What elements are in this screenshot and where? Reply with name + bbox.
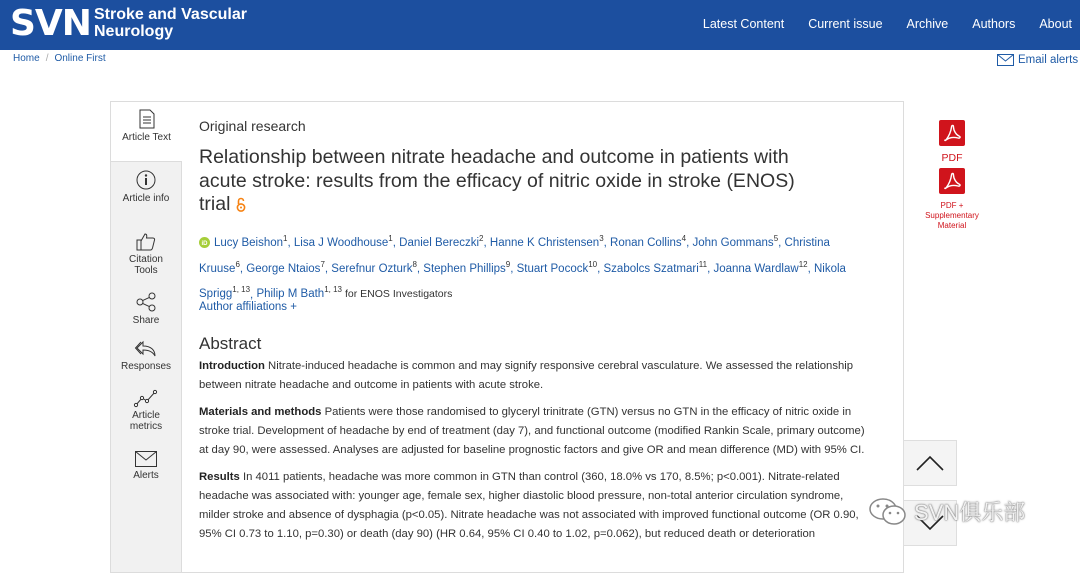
- tab-article-text[interactable]: [111, 102, 182, 162]
- logo-mark[interactable]: SVN: [10, 3, 91, 44]
- share-icon: [136, 292, 156, 312]
- wechat-icon: [868, 497, 908, 527]
- abstract-introduction: [199, 357, 871, 395]
- tab-label: Article info: [122, 193, 170, 204]
- breadcrumb-online-first[interactable]: Online First: [54, 53, 106, 64]
- author-affiliation-number: 12: [798, 259, 808, 269]
- author-name: Serefnur Ozturk: [331, 262, 413, 275]
- author-block: [199, 228, 871, 305]
- email-alerts-link[interactable]: [997, 54, 1078, 66]
- author-name: Hanne K Christensen: [489, 236, 600, 249]
- email-alerts-label: Email alerts: [1018, 54, 1079, 66]
- breadcrumb: [13, 53, 106, 64]
- author-name: Stephen Phillips: [423, 262, 506, 275]
- nav-archive[interactable]: Archive: [906, 17, 949, 31]
- article-title-text: Relationship between nitrate headache and outcome in patients with acute stroke: results from the efficacy of nitric oxide in stroke (ENOS) trial: [199, 146, 795, 215]
- reply-icon: [135, 340, 157, 358]
- tab-label: Article Text: [122, 132, 171, 143]
- watermark-text: SVN俱乐部: [914, 500, 1026, 525]
- breadcrumb-home[interactable]: Home: [13, 53, 40, 64]
- tab-label: Share: [132, 315, 160, 326]
- author-name: Daniel Bereczki: [399, 236, 480, 249]
- author-name: Christina Kruuse: [199, 236, 830, 275]
- author-affiliation-number: 10: [588, 259, 598, 269]
- pdf-supp-line: Supplementary: [925, 211, 979, 220]
- orcid-icon[interactable]: [199, 237, 210, 248]
- abstract-section-text: In 4011 patients, headache was more common in GTN than control (360, 18.0% vs 170, 8.5%; p<0.001). Nitrate-related headache was associated with: younger age, female sex, higher diastolic blood pressure, non-total anterior circulation syndrome, milder stroke and absence of dysphagia (p<0.05). Nitrate headache was not associated with improved functional outcome (OR 0.90, 95% CI 0.73 to 1.10, p=0.30) or death (day 90) (HR 0.64, 95% CI 0.40 to 1.02, p=0.062), but reduced death or deterioration: [199, 471, 859, 540]
- author-name: Nikola Sprigg: [199, 262, 846, 301]
- pdf-icon: [939, 120, 965, 146]
- abstract-section-label: Results: [199, 471, 240, 483]
- envelope-icon: [997, 54, 1014, 66]
- author-name: Szabolcs Szatmari: [603, 262, 699, 275]
- journal-name[interactable]: Stroke and Vascular Neurology: [94, 6, 247, 40]
- author-link[interactable]: [214, 234, 288, 249]
- author-link[interactable]: [516, 259, 598, 275]
- author-link[interactable]: [713, 259, 808, 275]
- scroll-up-button[interactable]: [903, 440, 957, 486]
- watermark: [868, 496, 1025, 527]
- pdf-supplementary-button[interactable]: [927, 168, 977, 231]
- abstract-results: [199, 468, 871, 544]
- pdf-supp-line: Material: [937, 221, 967, 230]
- tab-label: Citation Tools: [129, 254, 163, 276]
- nav-about[interactable]: About: [1039, 17, 1072, 31]
- tab-label: Alerts: [133, 470, 159, 481]
- tab-alerts[interactable]: [111, 451, 181, 481]
- author-name: Ronan Collins: [610, 236, 682, 249]
- tab-label: Article metrics: [129, 410, 163, 432]
- info-icon: [136, 170, 156, 190]
- abstract-body: [199, 357, 871, 552]
- main-nav: [703, 17, 1072, 31]
- svg-text:iD: iD: [201, 240, 208, 247]
- document-icon: [139, 109, 155, 129]
- author-group: for ENOS Investigators: [345, 288, 453, 301]
- tab-article-info[interactable]: [111, 170, 181, 204]
- pdf-button[interactable]: [927, 120, 977, 164]
- pdf-supp-line: PDF +: [940, 201, 964, 210]
- abstract-section-text: Nitrate-induced headache is common and may signify responsive cerebral vasculature. We assessed the relationship between nitrate headache and outcome in patients with acute stroke.: [199, 360, 854, 391]
- author-link[interactable]: [399, 234, 484, 249]
- author-link[interactable]: [246, 259, 325, 275]
- tab-article-metrics[interactable]: [111, 389, 181, 432]
- tab-label: Responses: [120, 361, 172, 372]
- author-affiliations-toggle[interactable]: Author affiliations +: [199, 301, 297, 313]
- breadcrumb-separator: /: [45, 53, 49, 64]
- thumbs-up-icon: [136, 232, 156, 251]
- author-link[interactable]: [331, 259, 417, 275]
- author-name: Philip M Bath: [256, 288, 325, 301]
- nav-latest-content[interactable]: Latest Content: [702, 17, 785, 31]
- abstract-heading: Abstract: [199, 334, 262, 353]
- author-affiliation-number: 6: [235, 259, 240, 269]
- author-link[interactable]: [610, 234, 687, 249]
- author-affiliation-number: 1: [388, 234, 393, 243]
- line-chart-icon: [134, 389, 158, 407]
- author-affiliation-number: 7: [320, 259, 325, 269]
- author-list: Lucy Beishon$^1$, Lisa J Woodhouse$^1$, Daniel Bereczki$^2$, Hanne K Christensen$^3$, Ronan Collins$^4$, John Gommans$^5$, Christina Kruuse$^6$, George Ntaios$^7$, Serefnur Ozturk$^8$, Stephen Phillips$^9$, Stuart Pocock$^{10}$, Szabolcs Szatmari$^{11}$, Joanna Wardlaw$^{12}$, Nikola Sprigg$^{1, 13}$, Philip M Bath$^{1, 13}$: [199, 234, 846, 301]
- pdf-icon: [939, 168, 965, 194]
- author-link[interactable]: [256, 285, 342, 301]
- open-access-icon: [236, 197, 246, 212]
- article-title: [199, 146, 824, 217]
- author-name: Stuart Pocock: [516, 262, 589, 275]
- author-affiliation-number: 1, 13: [232, 285, 251, 295]
- abstract-section-label: Materials and methods: [199, 406, 322, 418]
- pdf-downloads: [927, 120, 977, 231]
- abstract-section-text: Patients were those randomised to glyceryl trinitrate (GTN) versus no GTN in the efficacy of nitric oxide in stroke trial. Development of headache by end of treatment (day 7), and functional outcome (modified Rankin Scale, primary outcome) at day 90, were assessed. Analyses are adjusted for baseline prognostic factors and give OR and mean difference (MD) with 95% CI.: [199, 406, 865, 456]
- tab-share[interactable]: [111, 292, 181, 326]
- author-name: Joanna Wardlaw: [713, 262, 799, 275]
- author-name: John Gommans: [692, 236, 774, 249]
- nav-authors[interactable]: Authors: [972, 17, 1016, 31]
- author-affiliation-number: 11: [698, 259, 708, 269]
- pdf-label: PDF: [941, 152, 963, 164]
- author-affiliation-number: 5: [773, 234, 779, 243]
- abstract-methods: [199, 403, 871, 460]
- author-name: George Ntaios: [246, 262, 321, 275]
- author-link[interactable]: [423, 259, 511, 275]
- author-name: Lucy Beishon: [214, 236, 284, 249]
- author-link[interactable]: [692, 234, 779, 249]
- nav-current-issue[interactable]: Current issue: [808, 17, 883, 31]
- chevron-up-icon: [916, 455, 944, 471]
- site-header: [0, 0, 1080, 50]
- tab-citation-tools[interactable]: [111, 232, 181, 276]
- article-type: Original research: [199, 118, 306, 134]
- tab-responses[interactable]: [111, 340, 181, 372]
- author-affiliation-number: 8: [412, 259, 417, 269]
- author-affiliation-number: 1, 13: [324, 285, 342, 295]
- author-name: Lisa J Woodhouse: [293, 236, 389, 249]
- author-affiliation-number: 2: [479, 234, 484, 243]
- abstract-section-label: Introduction: [199, 360, 265, 372]
- author-link[interactable]: [293, 234, 393, 249]
- author-affiliation-number: 9: [505, 259, 511, 269]
- envelope-icon: [135, 451, 157, 467]
- article-sidebar: [111, 102, 182, 572]
- author-link[interactable]: [489, 234, 604, 249]
- author-affiliation-number: 4: [681, 234, 687, 243]
- author-affiliation-number: 3: [599, 234, 604, 243]
- author-link[interactable]: [603, 259, 708, 275]
- author-affiliation-number: 1: [283, 234, 288, 243]
